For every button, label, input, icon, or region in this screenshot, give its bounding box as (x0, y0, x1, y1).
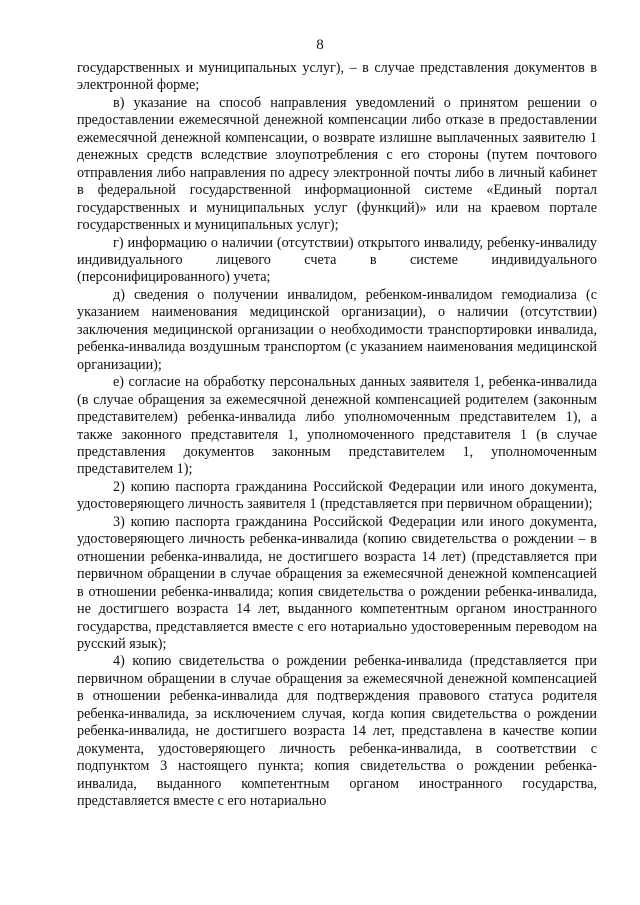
paragraph-item-e: е) согласие на обработку персональных данных заявителя 1, ребенка-инвалида (в случае обращения за ежемесячной денежной компенсацией родителем (законным представителем) ребенка-инвалида либо уполномоченным представителем 1), а также законного представителя 1, уполномоченного представителя 1 (в случае представления документов законным представителем 1, уполномоченным представителем 1); (77, 374, 597, 478)
paragraph-item-v: в) указание на способ направления уведомлений о принятом решении о предоставлении ежемесячной денежной компенсации либо отказе в предоставлении ежемесячной денежной компенсации, о возврате излишне выплаченных заявителю 1 денежных средств вследствие злоупотребления с его стороны (путем почтового отправления либо направления по адресу электронной почты либо в личный кабинет в федеральной государственной информационной системе «Единый портал государственных и муниципальных услуг (функций)» или на краевом портале государственных и муниципальных услуг); (77, 94, 597, 234)
document-body (77, 60, 597, 810)
paragraph-continuation: государственных и муниципальных услуг), – в случае представления документов в электронной форме; (77, 60, 597, 94)
paragraph-item-4: 4) копию свидетельства о рождении ребенка-инвалида (представляется при первичном обращении в случае обращения за ежемесячной денежной компенсацией в отношении ребенка-инвалида для подтверждения правового статуса родителя ребенка-инвалида, за исключением случая, когда копия свидетельства о рождении ребенка-инвалида, не достигшего возраста 14 лет, представлена в качестве копии документа, удостоверяющего личность ребенка-инвалида, в соответствии с подпунктом 3 настоящего пункта; копия свидетельства о рождении ребенка-инвалида, выданного компетентным органом иностранного государства, представляется вместе с его нотариально (77, 653, 597, 810)
page-number: 8 (316, 37, 324, 53)
paragraph-item-3: 3) копию паспорта гражданина Российской Федерации или иного документа, удостоверяющего личность ребенка-инвалида (копию свидетельства о рождении – в отношении ребенка-инвалида, не достигшего возраста 14 лет) (представляется при первичном обращении в случае обращения за ежемесячной денежной компенсацией в отношении ребенка-инвалида; копия свидетельства о рождении ребенка-инвалида, не достигшего возраста 14 лет, выданного компетентным органом иностранного государства, представляется вместе с его нотариально удостоверенным переводом на русский язык); (77, 513, 597, 652)
paragraph-item-d: д) сведения о получении инвалидом, ребенком-инвалидом гемодиализа (с указанием наименования медицинской организации), о наличии (отсутствии) заключения медицинской организации о необходимости транспортировки инвалида, ребенка-инвалида воздушным транспортом (с указанием наименования медицинской организации); (77, 286, 597, 373)
paragraph-item-2: 2) копию паспорта гражданина Российской Федерации или иного документа, удостоверяющего личность заявителя 1 (представляется при первичном обращении); (77, 478, 597, 513)
paragraph-item-g: г) информацию о наличии (отсутствии) открытого инвалиду, ребенку-инвалиду индивидуального лицевого счета в системе индивидуального (персонифицированного) учета; (77, 234, 597, 286)
